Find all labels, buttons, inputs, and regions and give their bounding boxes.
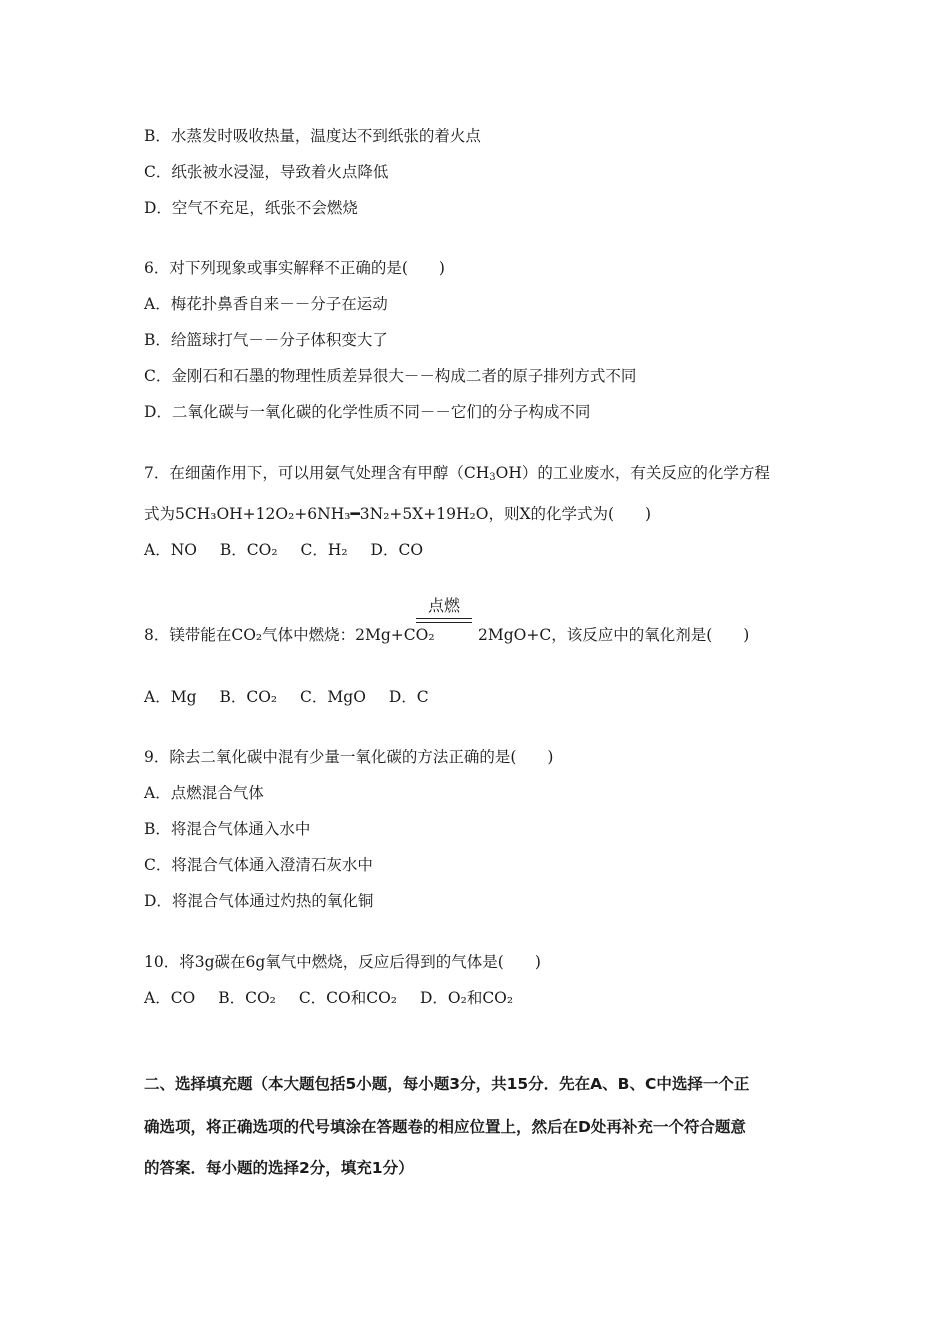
q7-stem-line1-b: OH）的工业废水，有关反应的化学方程 [495,464,770,482]
q9-option-c: C．将混合气体通入澄清石灰水中 [144,856,373,874]
q9-option-a: A．点燃混合气体 [144,784,264,802]
q8-option-c: C．MgO [300,688,366,706]
q6-option-b: B．给篮球打气－－分子体积变大了 [144,331,388,349]
q6-option-d: D．二氧化碳与一氧化碳的化学性质不同－－它们的分子构成不同 [144,403,591,421]
section2-heading-line1: 二、选择填充题（本大题包括5小题，每小题3分，共15分．先在A、B、C中选择一个正 [144,1075,750,1093]
reaction-condition-label: 点燃 [427,596,460,615]
q6-stem: 6．对下列现象或事实解释不正确的是( ) [144,259,445,277]
q6-option-c: C．金刚石和石墨的物理性质差异很大－－构成二者的原子排列方式不同 [144,367,637,385]
q5-option-c: C．纸张被水浸湿，导致着火点降低 [144,163,389,181]
q7-option-d: D．CO [370,541,424,559]
q10-option-d: D．O₂和CO₂ [419,989,514,1007]
q7-option-a: A．NO [144,541,197,559]
q7-options [144,540,441,560]
q7-option-b: B．CO₂ [219,541,278,559]
q10-options [144,988,531,1008]
q8-stem-left: 8．镁带能在CO₂气体中燃烧：2Mg+CO₂ [144,626,435,644]
q5-option-b: B．水蒸发时吸收热量，温度达不到纸张的着火点 [144,127,481,145]
q9-option-d: D．将混合气体通过灼热的氧化铜 [144,892,374,910]
q7-stem-line1-a: 7．在细菌作用下，可以用氨气处理含有甲醇（CH [144,464,490,482]
q8-options [144,687,447,707]
section2-heading-line3: 的答案．每小题的选择2分，填充1分） [144,1159,414,1177]
q10-option-a: A．CO [144,989,196,1007]
q7-stem-line1: 7．在细菌作用下，可以用氨气处理含有甲醇$(CH_3OH)$的工业废水，有关反应的化学方程 [144,464,770,483]
q10-stem: 10．将3g碳在6g氧气中燃烧，反应后得到的气体是( ) [144,953,541,971]
q10-option-b: B．CO₂ [218,989,276,1007]
q7-stem-line2: 式为5CH₃OH+12O₂+6NH₃━3N₂+5X+19H₂O，则X的化学式为( ) [144,505,652,523]
q8-option-b: B．CO₂ [219,688,278,706]
q9-option-b: B．将混合气体通入水中 [144,820,311,838]
reaction-double-line [416,618,472,623]
q7-option-c: C．H₂ [300,541,348,559]
q8-option-a: A．Mg [144,688,197,706]
q6-option-a: A．梅花扑鼻香自来－－分子在运动 [144,295,388,313]
q8-option-d: D．C [388,688,429,706]
q9-stem: 9．除去二氧化碳中混有少量一氧化碳的方法正确的是( ) [144,748,554,766]
q8-stem-right: 2MgO+C，该反应中的氧化剂是( ) [478,626,750,644]
section2-heading-line2: 确选项，将正确选项的代号填涂在答题卷的相应位置上，然后在D处再补充一个符合题意 [144,1118,746,1136]
q5-option-d: D．空气不充足，纸张不会燃烧 [144,199,358,217]
q10-option-c: C．CO和CO₂ [298,989,398,1007]
